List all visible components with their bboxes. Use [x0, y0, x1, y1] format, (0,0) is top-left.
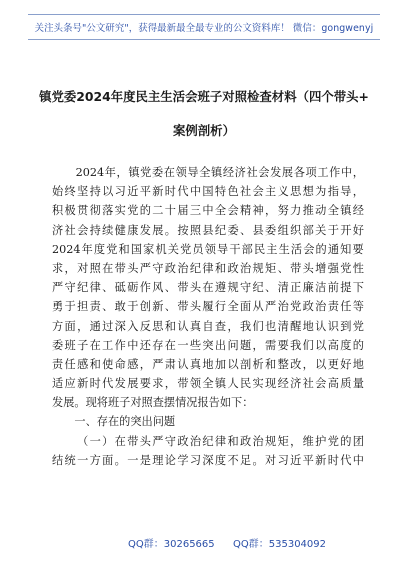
- body-line: 发展。现将班子对照查摆情况报告如下：: [52, 396, 254, 410]
- body-line: 严 守 纪 律 、 砥 砺 作 风 、 带 头 在 遵 规 守 纪 、 清 正 廉 洁 前 提 下: [52, 281, 364, 295]
- body-line: 适 应 新 时 代 发 展 要 求 ， 带 领 全 镇 人 民 实 现 经 济 社 会 高 质 量: [52, 377, 364, 391]
- footer-qq-group-right: QQ群：535304092: [233, 539, 327, 550]
- section-heading: 一、存在的突出问题: [52, 415, 176, 429]
- body-line: 始 终 坚 持 以 习 近 平 新 时 代 中 国 特 色 社 会 主 义 思 想 为 指 导 ，: [52, 185, 364, 199]
- header-banner: 关注头条号"公文研究"，获得最新最全最专业的公文资料库！ 微信：gongwenyj: [28, 14, 380, 40]
- body-line: （ 一 ） 在 带 头 严 守 政 治 纪 律 和 政 治 规 矩 ， 维 护 党 的 团: [77, 434, 364, 448]
- body-line: 方 面 ， 通 过 深 入 反 思 和 认 真 自 查 ， 我 们 也 清 醒 地 认 识 到 党: [52, 319, 364, 333]
- body-line: 积 极 贯 彻 落 实 党 的 二 十 届 三 中 全 会 精 神 ， 努 力 推 动 全 镇 经: [52, 204, 364, 218]
- body-line: 责 任 感 和 使 命 感 ， 严 肃 认 真 地 加 以 剖 析 和 整 改 ， 以 更 好 地: [52, 357, 364, 371]
- body-line: 济 社 会 持 续 健 康 发 展 。 按 照 县 纪 委 、 县 委 组 织 部 关 于 开 好: [52, 223, 364, 237]
- body-line: 委 班 子 在 工 作 中 还 存 在 一 些 突 出 问 题 ， 需 要 我 们 以 高 度 的: [52, 338, 364, 352]
- body-line: 2024 年 ， 镇 党 委 在 领 导 全 镇 经 济 社 会 发 展 各 项 工 作 中 ，: [75, 166, 364, 179]
- body-line: 2024 年 度 党 和 国 家 机 关 党 员 领 导 干 部 民 主 生 活 会 的 通 知 要: [52, 242, 364, 256]
- body-line: 求 ， 对 照 在 带 头 严 守 政 治 纪 律 和 政 治 规 矩 、 带 头 增 强 党 性: [52, 261, 364, 275]
- body-line: 结 统 一 方 面 。 一 是 理 论 学 习 深 度 不 足 。 对 习 近 平 新 时 代 中: [52, 453, 364, 467]
- document-body: [52, 163, 364, 470]
- document-title-line-2: 案例剖析）: [173, 123, 235, 138]
- footer-qq-group-left: QQ群：30265665: [128, 539, 215, 550]
- document-title-line-1: 镇党委2024年度民主生活会班子对照检查材料（四个带头+: [39, 89, 369, 104]
- body-line: 勇 于 担 责 、 敢 于 创 新 、 带 头 履 行 全 面 从 严 治 党 政 治 责 任 等: [52, 300, 364, 314]
